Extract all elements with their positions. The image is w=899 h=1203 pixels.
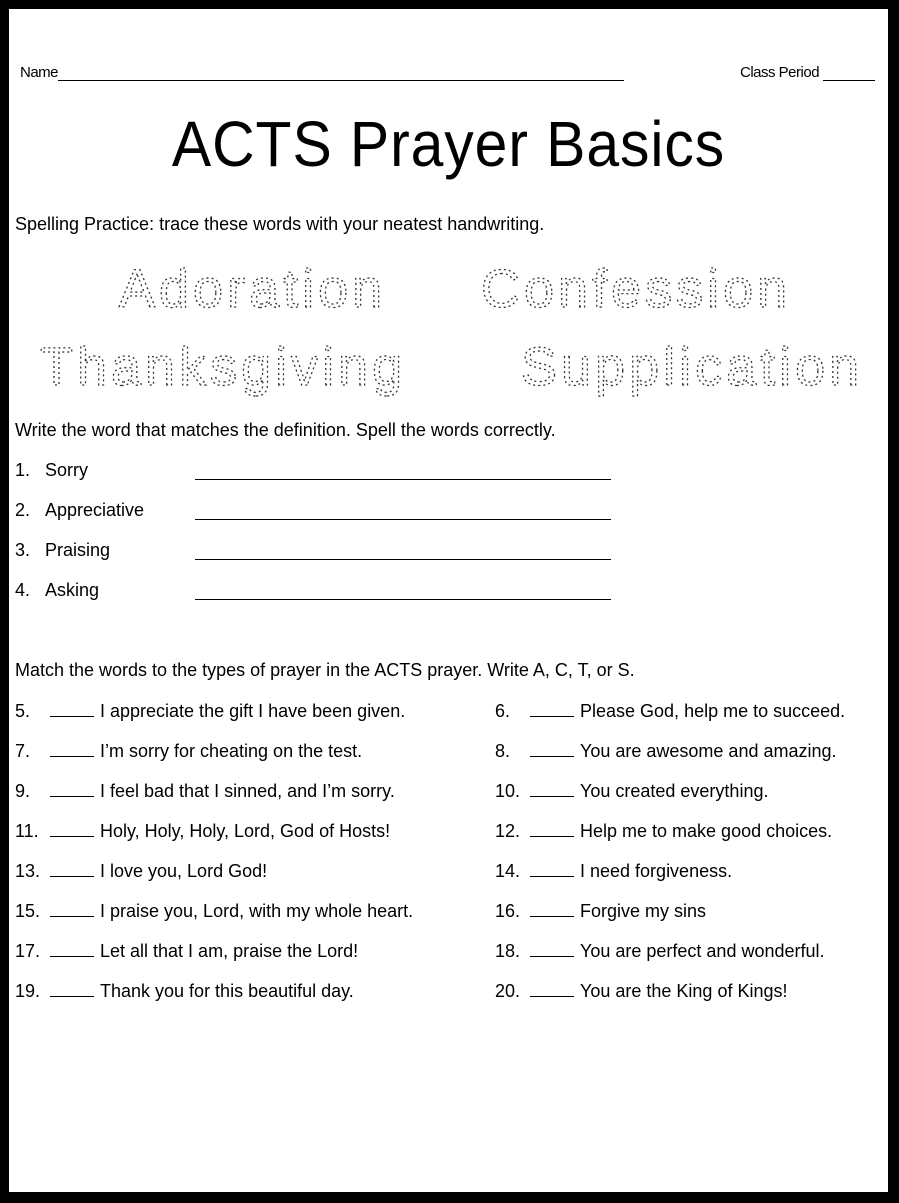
- item-number: 13.: [15, 861, 41, 881]
- item-number: 16.: [495, 901, 521, 921]
- matching-item: [15, 820, 390, 842]
- definition-number: 3.: [15, 540, 31, 560]
- answer-blank[interactable]: [50, 700, 94, 717]
- class-period-line[interactable]: [823, 64, 875, 81]
- answer-blank[interactable]: [50, 900, 94, 917]
- matching-item: [495, 700, 845, 722]
- definitions-instruction: Write the word that matches the definition. Spell the words correctly.: [15, 420, 556, 440]
- class-period-field[interactable]: [740, 64, 875, 81]
- item-number: 8.: [495, 741, 511, 761]
- answer-blank[interactable]: [530, 900, 574, 917]
- matching-item: [15, 900, 413, 922]
- definition-item: [15, 540, 110, 561]
- name-field[interactable]: [20, 64, 624, 81]
- worksheet-page: [9, 9, 888, 1192]
- matching-instruction: Match the words to the types of prayer in the ACTS prayer. Write A, C, T, or S.: [15, 660, 635, 680]
- trace-word-confession[interactable]: Confession: [481, 259, 792, 319]
- item-number: 14.: [495, 861, 521, 881]
- item-text: I feel bad that I sinned, and I’m sorry.: [100, 781, 395, 801]
- answer-blank[interactable]: [530, 740, 574, 757]
- tracing-words: [9, 239, 888, 399]
- matching-item: [495, 980, 787, 1002]
- answer-blank[interactable]: [50, 940, 94, 957]
- item-number: 11.: [15, 821, 39, 841]
- answer-line-4[interactable]: [195, 599, 611, 600]
- answer-blank[interactable]: [530, 980, 574, 997]
- item-number: 10.: [495, 781, 521, 801]
- item-number: 18.: [495, 941, 521, 961]
- item-number: 17.: [15, 941, 41, 961]
- item-number: 19.: [15, 981, 41, 1001]
- answer-line-3[interactable]: [195, 559, 611, 560]
- item-text: I need forgiveness.: [580, 861, 733, 881]
- definition-number: 4.: [15, 580, 31, 600]
- item-number: 20.: [495, 981, 521, 1001]
- item-number: 9.: [15, 781, 31, 801]
- item-text: You are perfect and wonderful.: [580, 941, 825, 961]
- matching-item: [495, 940, 825, 962]
- answer-blank[interactable]: [530, 820, 574, 837]
- answer-blank[interactable]: [50, 740, 94, 757]
- answer-blank[interactable]: [50, 980, 94, 997]
- definition-text: Asking: [45, 580, 100, 600]
- answer-line-1[interactable]: [195, 479, 611, 480]
- matching-item: [15, 940, 358, 962]
- item-number: 12.: [495, 821, 521, 841]
- item-text: Holy, Holy, Holy, Lord, God of Hosts!: [100, 821, 391, 841]
- item-text: I appreciate the gift I have been given.: [100, 701, 406, 721]
- answer-blank[interactable]: [50, 860, 94, 877]
- definition-text: Praising: [45, 540, 111, 560]
- class-period-label: Class Period: [740, 64, 820, 81]
- definition-text: Appreciative: [45, 500, 145, 520]
- answer-blank[interactable]: [530, 940, 574, 957]
- item-text: Let all that I am, praise the Lord!: [100, 941, 359, 961]
- definition-item: [15, 580, 99, 601]
- trace-word-supplication[interactable]: Supplication: [521, 337, 864, 397]
- answer-blank[interactable]: [530, 700, 574, 717]
- definition-number: 2.: [15, 500, 31, 520]
- item-text: I love you, Lord God!: [100, 861, 268, 881]
- definition-item: [15, 500, 144, 521]
- matching-item: [15, 740, 362, 762]
- name-label: Name: [20, 64, 59, 81]
- answer-blank[interactable]: [530, 860, 574, 877]
- matching-item: [15, 860, 267, 882]
- spelling-instruction: Spelling Practice: trace these words with your neatest handwriting.: [15, 214, 545, 234]
- definition-item: [15, 460, 88, 481]
- trace-word-thanksgiving[interactable]: Thanksgiving: [40, 337, 407, 397]
- definition-number: 1.: [15, 460, 31, 480]
- matching-item: [495, 740, 837, 762]
- name-line[interactable]: [58, 64, 624, 81]
- answer-blank[interactable]: [50, 820, 94, 837]
- definition-text: Sorry: [45, 460, 89, 480]
- matching-item: [15, 700, 405, 722]
- matching-item: [495, 820, 832, 842]
- item-text: Thank you for this beautiful day.: [100, 981, 354, 1001]
- trace-word-adoration[interactable]: Adoration: [119, 259, 387, 319]
- item-number: 15.: [15, 901, 41, 921]
- item-number: 5.: [15, 701, 31, 721]
- matching-item: [15, 980, 354, 1002]
- matching-item: [495, 780, 768, 802]
- item-text: I praise you, Lord, with my whole heart.: [100, 901, 414, 921]
- item-text: Help me to make good choices.: [580, 821, 833, 841]
- matching-item: [495, 900, 706, 922]
- answer-blank[interactable]: [50, 780, 94, 797]
- item-text: Please God, help me to succeed.: [580, 701, 846, 721]
- item-text: You are awesome and amazing.: [580, 741, 837, 761]
- page-title: ACTS Prayer Basics: [171, 108, 726, 180]
- item-text: You created everything.: [580, 781, 769, 801]
- item-number: 6.: [495, 701, 511, 721]
- matching-item: [495, 860, 732, 882]
- matching-item: [15, 780, 395, 802]
- item-number: 7.: [15, 741, 31, 761]
- item-text: I’m sorry for cheating on the test.: [100, 741, 363, 761]
- item-text: You are the King of Kings!: [580, 981, 788, 1001]
- item-text: Forgive my sins: [580, 901, 707, 921]
- answer-line-2[interactable]: [195, 519, 611, 520]
- answer-blank[interactable]: [530, 780, 574, 797]
